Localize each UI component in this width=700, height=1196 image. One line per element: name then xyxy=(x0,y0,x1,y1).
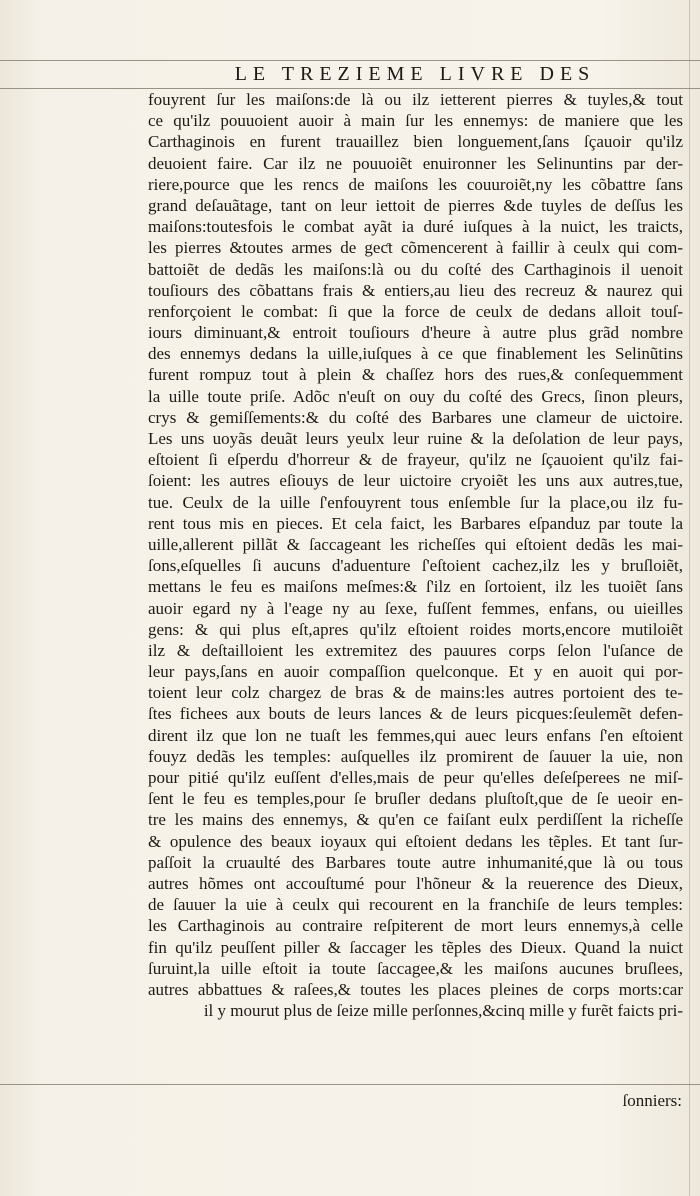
text-line: mettans le feu es maiſons meſmes:& ſ'ilz en ſortoient, ilz les tuoiẽt ſans xyxy=(148,577,683,597)
text-line: paſſoit la cruaulté des Barbares toute autre inhumanité,que là ou tous xyxy=(148,852,683,872)
text-line: les Carthaginois au contraire reſpiterent de mort leurs ennemys,à celle xyxy=(148,916,683,936)
text-line: crys & gemiſſements:& du coſté des Barbares une clameur de uictoire. xyxy=(148,407,683,427)
running-head: LE TREZIEME LIVRE DES xyxy=(234,63,596,85)
text-line: rent tous mis en pieces. Et cela faict, les Barbares eſpanduz par toute la xyxy=(148,513,683,533)
text-line: autres abbattues & raſees,& toutes les places pleines de corps morts:car xyxy=(148,979,683,999)
text-line: fin qu'ilz peuſſent piller & ſaccager les tẽples des Dieux. Quand la nuict xyxy=(148,937,683,957)
text-line: battoiẽt de dedãs les maiſons:là ou du coſté des Carthaginois il uenoit xyxy=(148,259,683,279)
text-line: uille,allerent pillãt & ſaccageant les richeſſes qui eſtoient dedãs les mai- xyxy=(148,534,683,554)
text-line: ſtes fichees aux bouts de leurs lances & de leurs picques:ſeulemẽt defen- xyxy=(148,704,683,724)
text-line: fouyrent ſur les maiſons:de là ou ilz ietterent pierres & tuyles,& tout xyxy=(148,90,683,109)
text-line: leur pays,ſans en auoir compaſſion quelconque. Et y en auoit qui por- xyxy=(148,662,683,682)
text-line: riere,pource que les rencs de maiſons les couuroiẽt,ny les cõbattre ſans xyxy=(148,174,683,194)
text-line: auoir egard ny à l'eage ny au ſexe, fuſſent femmes, enfans, ou uieilles xyxy=(148,598,683,618)
text-line: des ennemys dedans la uille,iuſques à ce que finablement les Selinũtins xyxy=(148,344,683,364)
text-line: la uille toute priſe. Adõc n'euſt on ouy du coſté des Grecs, ſinon pleurs, xyxy=(148,386,683,406)
text-line: eſtoient ſi eſperdu d'horreur & de frayeur, qu'ilz ne ſçauoient qu'ilz fai- xyxy=(148,450,683,470)
text-line: ſoient: les autres eſiouys de leur uictoire cryoiẽt les uns aux autres,tue, xyxy=(148,471,683,491)
text-line: de ſauuer la uie à ceulx qui recourent en la franchiſe de leurs temples: xyxy=(148,895,683,915)
text-line: renforçoient le combat: ſi que la force de ceulx de dedans alloit touſ- xyxy=(148,301,683,321)
text-line: les pierres &toutes armes de geƈt cõmencerent à faillir à ceulx qui com- xyxy=(148,238,683,258)
text-line: & opulence des beaux ioyaux qui eſtoient dedans les tẽples. Et tant ſur- xyxy=(148,831,683,851)
text-line: ſuruint,la uille eſtoit ia toute ſaccagee,& les maiſons aucunes bruſlees, xyxy=(148,958,683,978)
text-line: pour pitié qu'ilz euſſent d'elles,mais de peur qu'elles deſeſperees ne miſ- xyxy=(148,768,683,787)
text-line: grand deſauãtage, tant on leur iettoit de pierres &de tuyles de deſſus les xyxy=(148,195,683,215)
page-edge-line xyxy=(689,0,690,1196)
footer-rule xyxy=(0,1084,700,1085)
text-line: Les uns uoyãs deuãt leurs yeulx leur ruine & la deſolation de leur pays, xyxy=(148,429,683,448)
text-line: ce qu'ilz pouuoient auoir à main ſur les ennemys: de maniere que les xyxy=(148,111,683,131)
text-line: deuoient faire. Car ilz ne pouuoiẽt enuironner les Selinuntins par der- xyxy=(148,153,683,173)
text-line: autres hõmes ont accouſtumé pour l'hõneur & la reuerence des Dieux, xyxy=(148,873,683,893)
text-line: iours diminuant,& entroit touſiours d'heure à autre plus grãd nombre xyxy=(148,323,683,343)
text-line: il y mourut plus de ſeize mille perſonnes,&cinq mille y furẽt faicts pri- xyxy=(203,1001,683,1021)
catchword: ſonniers: xyxy=(622,1091,682,1110)
body-text xyxy=(148,89,683,1021)
text-line: dirent ilz que lon ne tuaſt les femmes,qui auec leurs enfans ſ'en eſtoient xyxy=(148,725,683,745)
text-line: furent rompuz tout à plein & chaſſez hors des rues,& conſequemment xyxy=(148,365,683,385)
text-line: Carthaginois en furent trauaillez bien longuement,ſans ſçauoir qu'ilz xyxy=(148,132,683,152)
text-line: gens: & qui plus eſt,apres qu'ilz eſtoient roides morts,encore mutiloiẽt xyxy=(148,619,683,639)
text-line: fouyz dedãs les temples: auſquelles ilz promirent de ſauuer la uie, non xyxy=(148,746,683,766)
text-line: ſons,eſquelles ſi aucuns d'aduenture ſ'eſtoient cachez,ilz les y bruſloiẽt, xyxy=(148,556,683,576)
text-line: tre les mains des ennemys, & qu'en ce faiſant eulx perdiſſent la richeſſe xyxy=(148,810,683,830)
text-line: touſiours des cõbattans frais & entiers,au lieu des recreuz & naurez qui xyxy=(148,280,683,300)
text-line: ſent le feu es temples,pour ſe bruſler dedans pluſtoſt,que de ſe ueoir en- xyxy=(148,789,683,809)
text-line: toient leur colz chargez de bras & de mains:les autres portoient des te- xyxy=(148,683,683,703)
text-line: tue. Ceulx de la uille ſ'enfouyrent tous enſemble ſur la place,ou ilz fu- xyxy=(148,492,683,512)
text-line: maiſons:toutesfois le combat ayãt ia duré iuſques à la nuict, les traicts, xyxy=(148,217,683,237)
text-line: ilz & deſtailloient les extremitez des pauures corps ſelon l'uſance de xyxy=(148,640,683,660)
